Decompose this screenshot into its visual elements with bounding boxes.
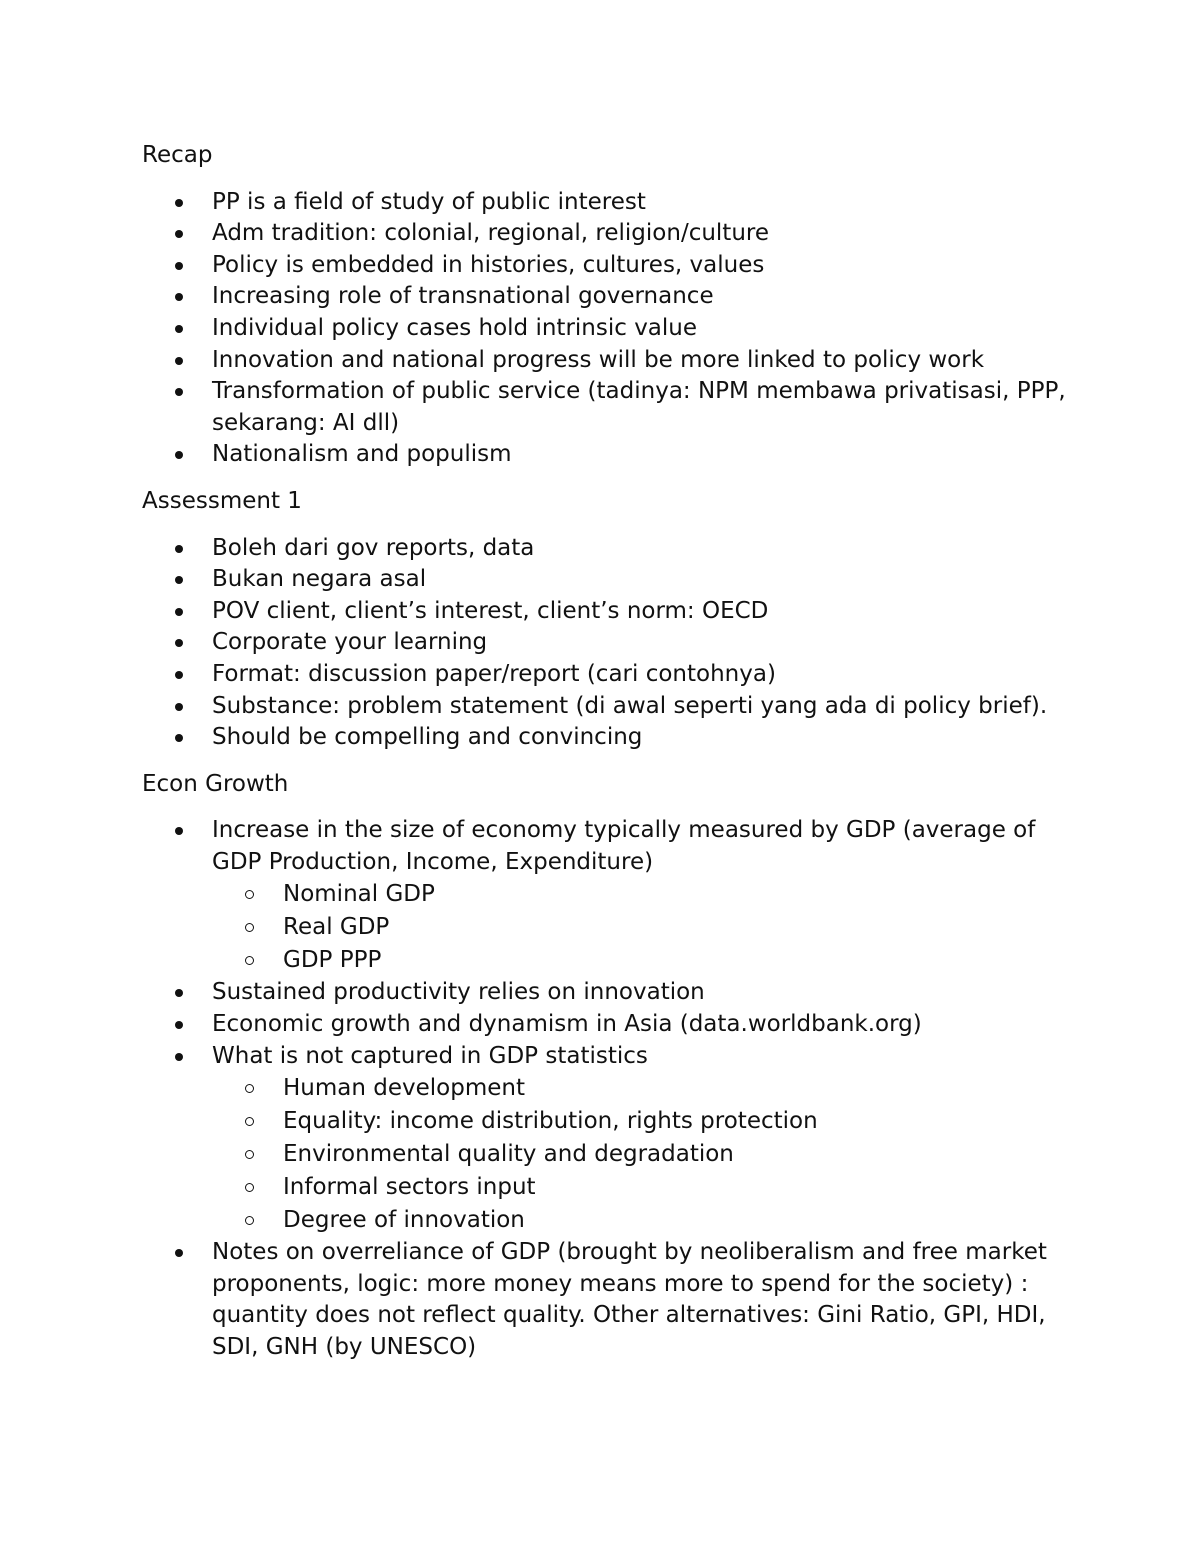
sub-list-item	[212, 1138, 1082, 1171]
bullet-icon	[175, 230, 183, 238]
circle-bullet-icon	[245, 1216, 254, 1225]
sub-list-item	[212, 1171, 1082, 1204]
list-item-text: Substance: problem statement (di awal seperti yang ada di policy brief).	[212, 692, 1048, 719]
circle-bullet-icon	[245, 1084, 254, 1093]
sub-list-item-text: Real GDP	[283, 914, 390, 941]
bullet-icon	[175, 293, 183, 301]
sub-list-item	[212, 911, 1082, 944]
list-item	[142, 281, 1082, 313]
bullet-icon	[175, 734, 183, 742]
recap-list	[142, 187, 1082, 471]
list-item-text: Notes on overreliance of GDP (brought by neoliberalism and free market proponents, logic: more money means more to spend for the society) : quantity does not reflect quality. Other alternatives: Gini Ratio, GPI, HDI, SDI, GNH (by UNESCO)	[212, 1239, 1047, 1361]
sub-list-item-text: Degree of innovation	[283, 1207, 525, 1234]
sub-list-item	[212, 878, 1082, 911]
not-captured-sublist	[212, 1072, 1082, 1237]
list-item-text: Transformation of public service (tadinya: NPM membawa privatisasi, PPP, sekarang: AI dll)	[212, 378, 1066, 436]
sub-list-item-text: Informal sectors input	[283, 1174, 536, 1201]
list-item-text: Increase in the size of economy typically measured by GDP (average of GDP Production, Income, Expenditure)	[212, 817, 1036, 875]
bullet-icon	[175, 1053, 183, 1061]
circle-bullet-icon	[245, 1117, 254, 1126]
gdp-types-sublist	[212, 878, 1082, 977]
circle-bullet-icon	[245, 956, 254, 965]
list-item	[142, 345, 1082, 377]
bullet-icon	[175, 1249, 183, 1257]
circle-bullet-icon	[245, 923, 254, 932]
circle-bullet-icon	[245, 890, 254, 899]
bullet-icon	[175, 703, 183, 711]
list-item	[142, 1041, 1082, 1238]
list-item-text: Adm tradition: colonial, regional, religion/culture	[212, 220, 769, 247]
bullet-icon	[175, 545, 183, 553]
list-item-text: Should be compelling and convincing	[212, 724, 643, 751]
list-item-text: Nationalism and populism	[212, 441, 512, 468]
sub-list-item-text: Human development	[283, 1075, 525, 1102]
sub-list-item	[212, 944, 1082, 977]
section-heading-recap: Recap	[142, 142, 213, 168]
list-item-text: Policy is embedded in histories, cultures, values	[212, 251, 765, 278]
bullet-icon	[175, 262, 183, 270]
list-item-text: Increasing role of transnational governance	[212, 283, 714, 310]
circle-bullet-icon	[245, 1183, 254, 1192]
list-item	[142, 564, 1082, 596]
list-item	[142, 977, 1082, 1009]
sub-list-item	[212, 1105, 1082, 1138]
bullet-icon	[175, 639, 183, 647]
list-item	[142, 815, 1082, 977]
list-item-text: What is not captured in GDP statistics	[212, 1042, 648, 1069]
sub-list-item	[212, 1072, 1082, 1105]
document-body	[142, 140, 1082, 1379]
bullet-icon	[175, 608, 183, 616]
list-item	[142, 691, 1082, 723]
bullet-icon	[175, 1021, 183, 1029]
list-item-text: Economic growth and dynamism in Asia (data.worldbank.org)	[212, 1011, 922, 1038]
section-heading-assessment: Assessment 1	[142, 487, 302, 514]
list-item	[142, 313, 1082, 345]
bullet-icon	[175, 576, 183, 584]
bullet-icon	[175, 325, 183, 333]
section-heading-econ-growth: Econ Growth	[142, 770, 289, 797]
list-item	[142, 627, 1082, 659]
circle-bullet-icon	[245, 1150, 254, 1159]
bullet-icon	[175, 827, 183, 835]
bullet-icon	[175, 451, 183, 459]
list-item-text: Innovation and national progress will be more linked to policy work	[212, 346, 985, 373]
list-item-text: Boleh dari gov reports, data	[212, 534, 535, 561]
list-item-text: Bukan negara asal	[212, 566, 427, 593]
list-item	[142, 533, 1082, 565]
list-item	[142, 596, 1082, 628]
econ-growth-list	[142, 815, 1082, 1363]
sub-list-item-text: Nominal GDP	[283, 881, 435, 908]
assessment-list	[142, 533, 1082, 754]
sub-list-item-text: Environmental quality and degradation	[283, 1141, 734, 1168]
list-item	[142, 1237, 1082, 1363]
list-item-text: Corporate your learning	[212, 629, 488, 656]
bullet-icon	[175, 357, 183, 365]
list-item	[142, 659, 1082, 691]
list-item	[142, 1009, 1082, 1041]
sub-list-item	[212, 1204, 1082, 1237]
bullet-icon	[175, 388, 183, 396]
bullet-icon	[175, 671, 183, 679]
bullet-icon	[175, 199, 183, 207]
list-item	[142, 187, 1082, 219]
list-item	[142, 218, 1082, 250]
list-item-text: Individual policy cases hold intrinsic value	[212, 314, 698, 341]
sub-list-item-text: Equality: income distribution, rights protection	[283, 1108, 818, 1135]
list-item-text: POV client, client’s interest, client’s norm: OECD	[212, 597, 769, 624]
list-item-text: Format: discussion paper/report (cari contohnya)	[212, 660, 776, 687]
list-item	[142, 722, 1082, 754]
bullet-icon	[175, 989, 183, 997]
list-item	[142, 439, 1082, 471]
sub-list-item-text: GDP PPP	[283, 947, 382, 974]
list-item	[142, 250, 1082, 282]
list-item-text: Sustained productivity relies on innovation	[212, 979, 705, 1006]
list-item-text: PP is a field of study of public interest	[212, 188, 646, 215]
list-item	[142, 376, 1082, 439]
